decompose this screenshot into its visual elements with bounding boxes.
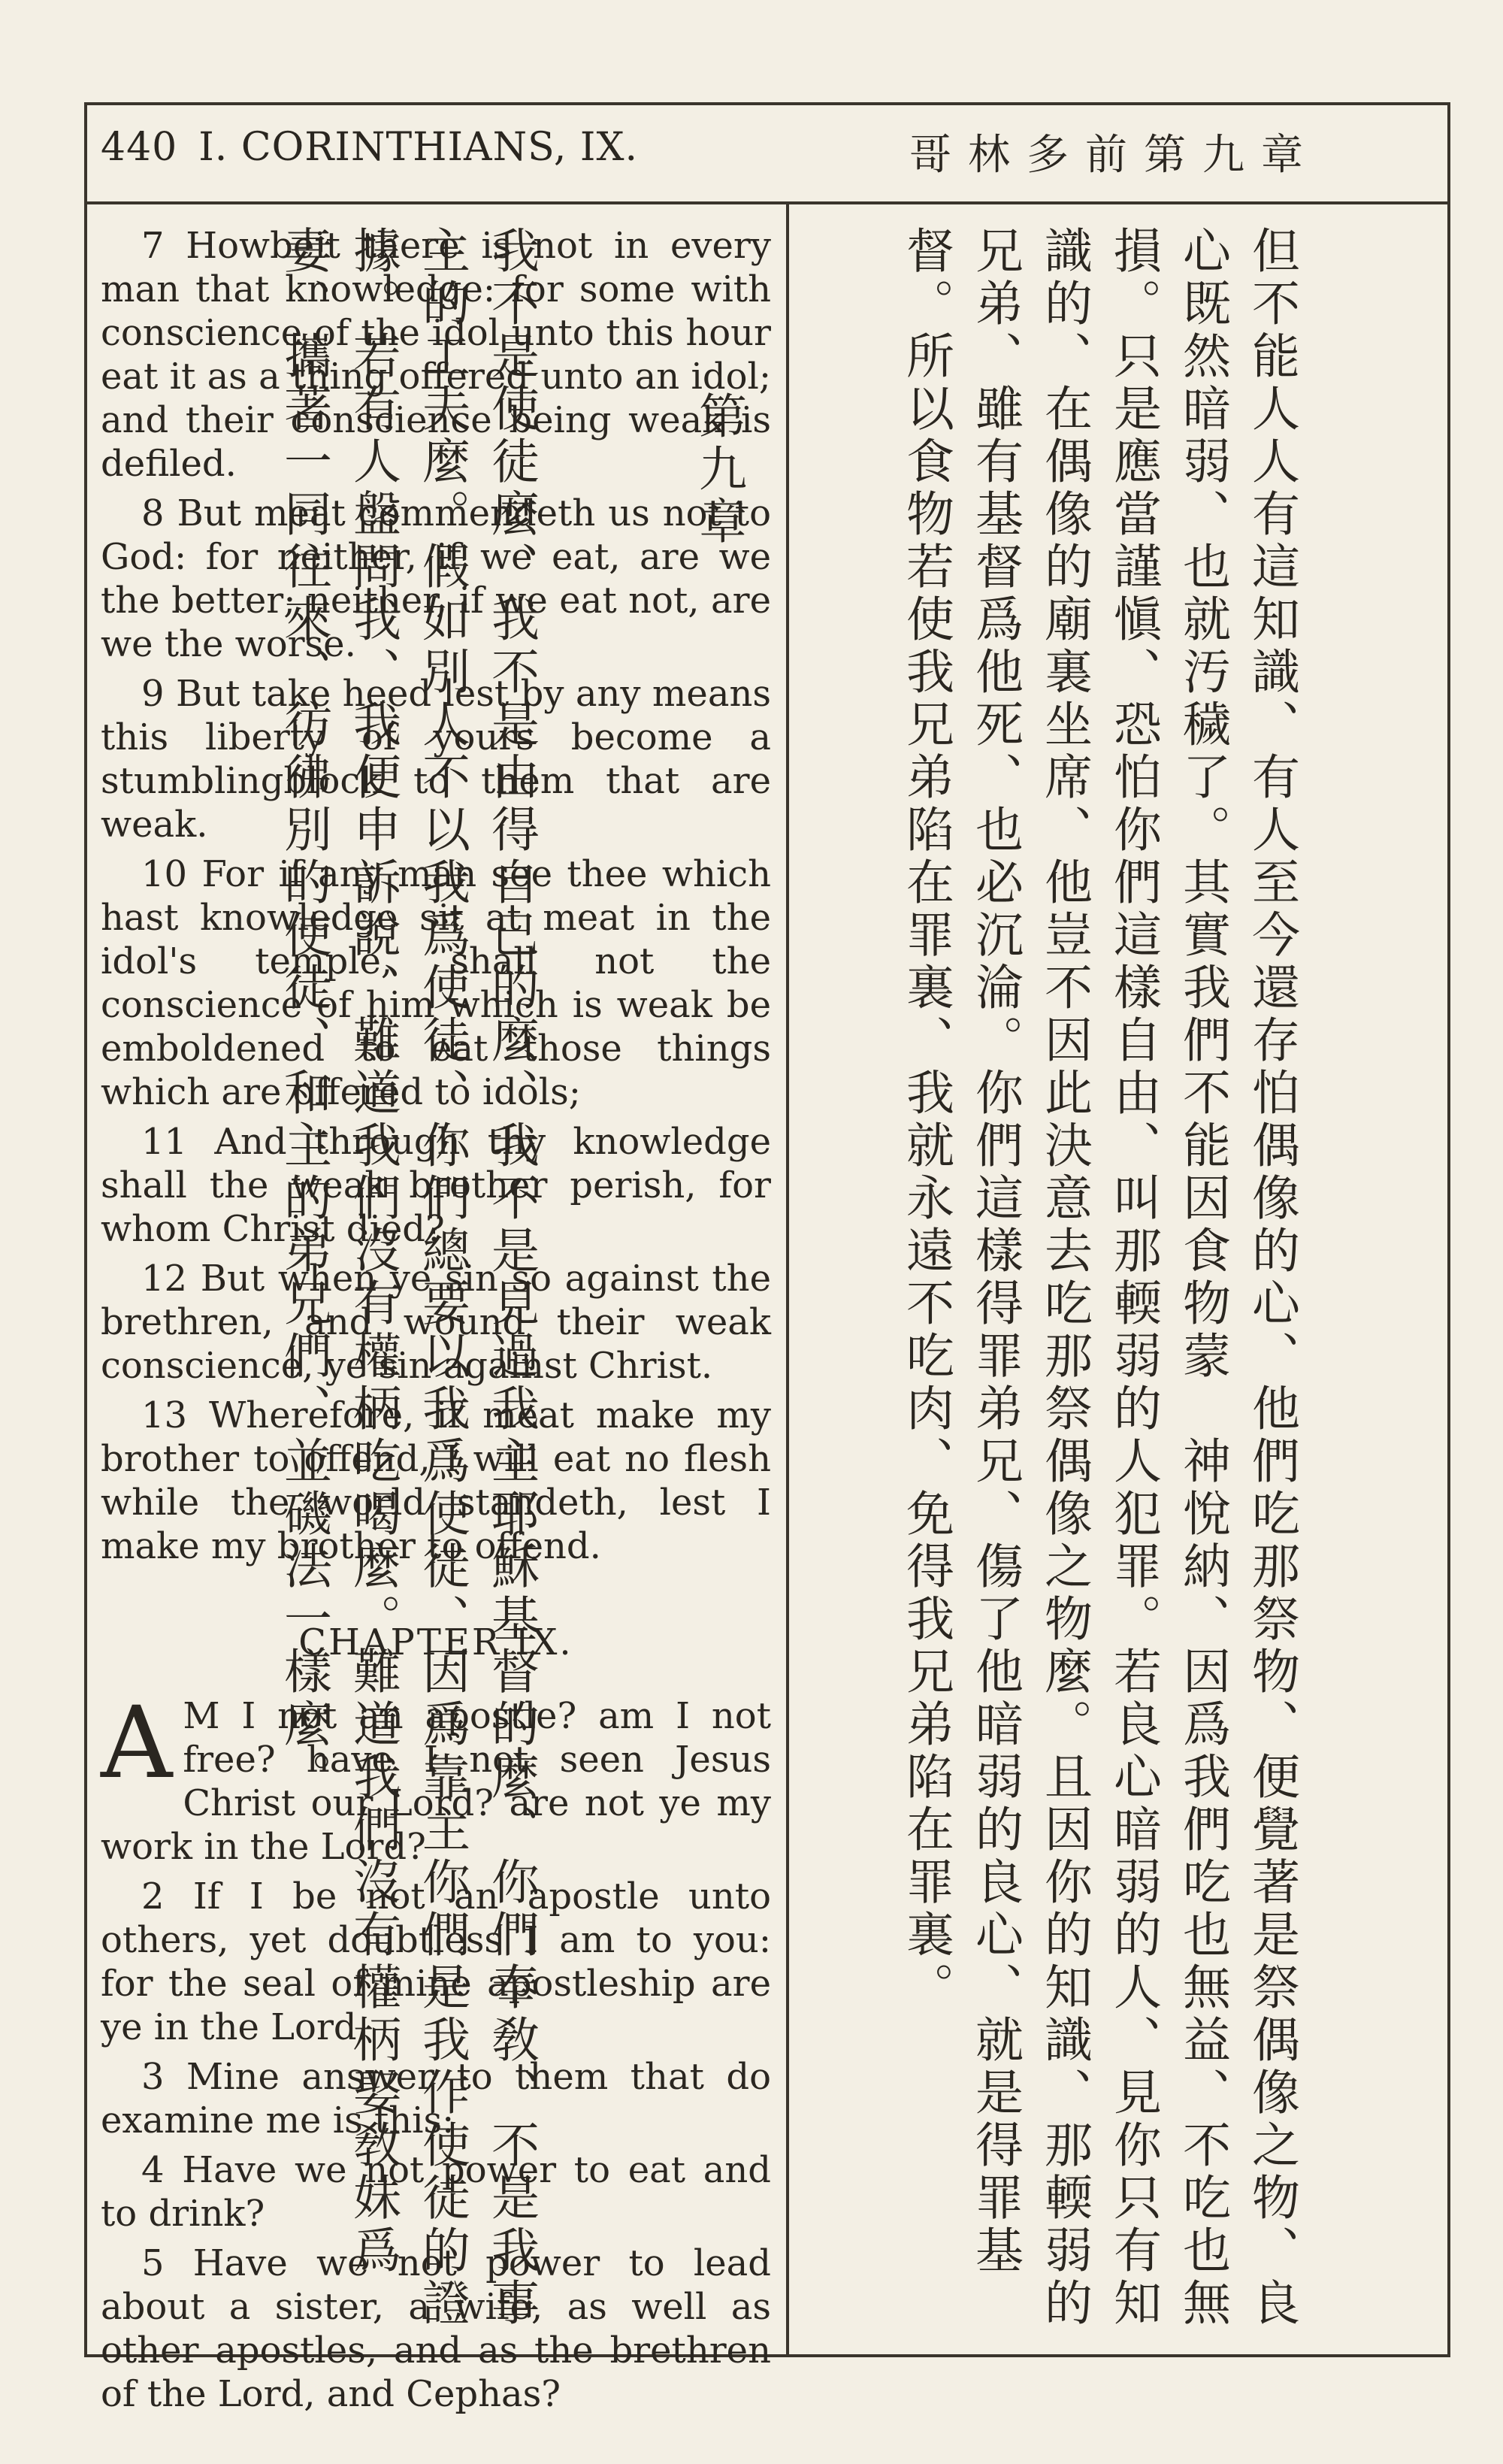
verse-9-2: 2 If I be not an apostle unto others, yet doubtless I am to you: for the seal of mine apostleship are ye in the Lord. (101, 1875, 771, 2048)
page-number: 440 (101, 125, 178, 170)
verse-8-11: 11 And through thy knowledge shall the weak brother perish, for whom Christ died? (101, 1121, 771, 1250)
chinese-chapter-8-text: 但不能人人有這知識、有人至今還存怕偶像的心、他們吃那祭物、便覺著是祭偶像之物、良心既然暗弱、也就汚穢了。其實我們不能因食物蒙 神悅納、因爲我們吃也無益、不吃也無損。只是應當謹愼、恐怕你們這樣自由、叫那輭弱的人犯罪。若良心暗弱的人、見你只有知識的、在偶像的廟裏坐席、他豈不因此決意去吃那祭偶像之物麼。且因你的知識、那輭弱的兄弟、雖有基督爲他死、也必沉淪。你們這樣得罪弟兄、傷了他暗弱的良心、就是得罪基督。所以食物若使我兄弟陷在罪裏、我就永遠不吃肉、免得我兄弟陷在罪裏。 (898, 226, 1299, 2330)
verse-8-13: 13 Wherefore, if meat make my brother to offend, I will eat no flesh while the world standeth, lest I make my brother to offend. (101, 1394, 771, 1567)
drop-cap: A (101, 1685, 173, 1801)
verse-9-5: 5 Have we not power to lead about a sister, a wife, as well as other apostles, and as the brethren of the Lord, and Cephas? (101, 2242, 771, 2415)
verse-8-10: 10 For if any man see thee which hast knowledge sit at meat in the idol's temple, shall not the conscience of him which is weak be emboldened to eat those things which are offered to idols; (101, 853, 771, 1113)
running-header (87, 105, 1447, 204)
english-header (101, 125, 659, 170)
verse-9-4: 4 Have we not power to eat and to drink? (101, 2149, 771, 2235)
book-title: I. CORINTHIANS, IX. (198, 125, 639, 170)
verse-8-9: 9 But take heed lest by any means this liberty of yours become a stumblingblock to them that are weak. (101, 673, 771, 846)
chinese-chapter-heading: 第九章 (691, 391, 746, 549)
chinese-header: 哥林多前第九章 (909, 131, 1320, 180)
verse-8-12: 12 But when ye sin so against the brethren, and wound their weak conscience, ye sin against Christ. (101, 1258, 771, 1387)
verse-9-3: 3 Mine answer to them that do examine me is this: (101, 2056, 771, 2142)
chapter-heading: CHAPTER IX. (298, 1621, 573, 1663)
verse-9-1-text: M I not an apostle? am I not free? have I not seen Jesus Christ our Lord? are not ye my work in the Lord? (101, 1695, 771, 1868)
book-page (84, 102, 1450, 2415)
verse-8-8: 8 But meat commendeth us not to God: for neither, if we eat, are we the better; neither, if we eat not, are we the worse. (101, 492, 771, 665)
chinese-chapter-9-text: 我不是使徒麼、我不是由得自己的麼、我不是見過我主耶穌基督的麼、你們奉敎、不是我事主的工夫麼。假如別人不以我爲使徒、你們總要以我爲使徒、因爲靠主你們是我作使徒的證據。若有人盤問我、我便申訴說、難道我們沒有權柄吃喝麼。難道我們沒有權柄娶敎妹爲妻、攜著一同往來、彷彿別的使徒、和主的弟兄們、並磯法一樣麼。 (276, 226, 539, 2330)
verse-8-7: 7 Howbeit there is not in every man that knowledge: for some with conscience of the idol unto this hour eat it as a thing offered unto an idol; and their conscience being weak is defiled. (101, 225, 771, 485)
